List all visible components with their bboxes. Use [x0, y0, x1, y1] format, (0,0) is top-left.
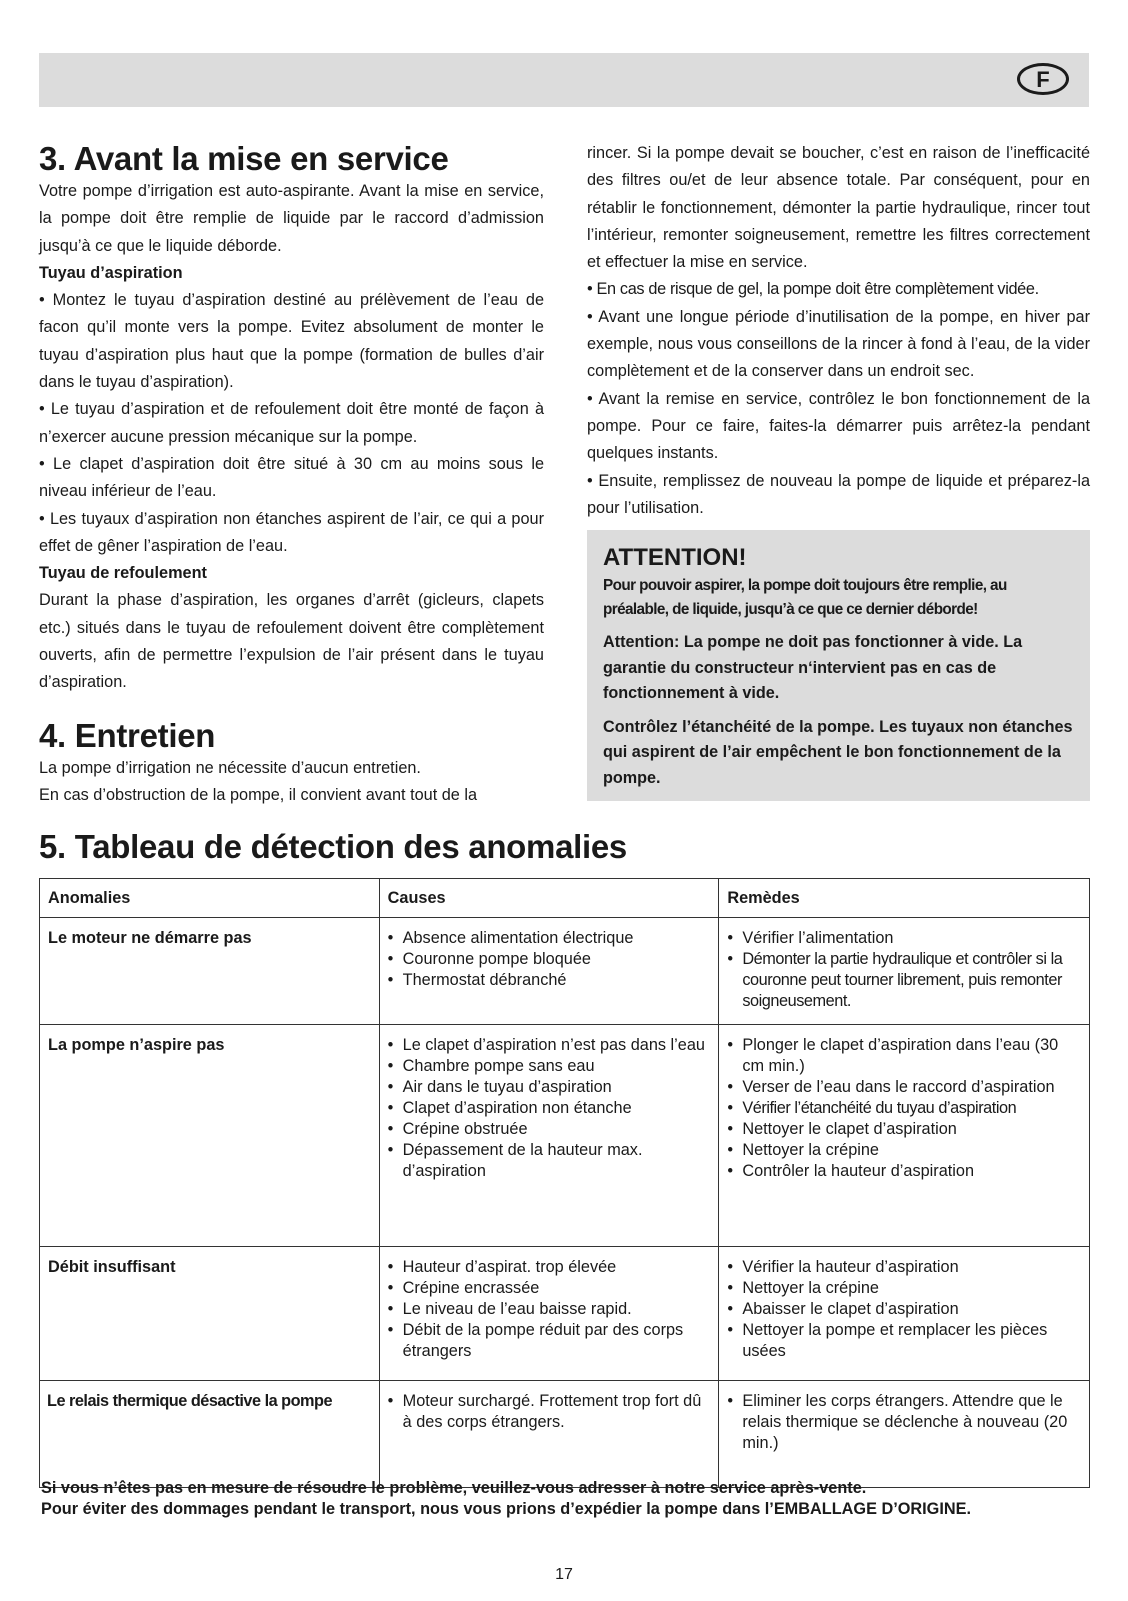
remedies-cell [719, 1247, 1090, 1381]
left-column [39, 140, 544, 809]
anomaly-cell: Débit insuffisant [40, 1247, 380, 1381]
anomaly-cell: Le relais thermique désactive la pompe [40, 1381, 380, 1488]
section-4-line: En cas d’obstruction de la pompe, il convient avant tout de la [39, 785, 478, 804]
remedy-item: • Plonger le clapet d’aspiration dans l’eau (30 cm min.) [727, 1035, 1081, 1077]
causes-cell [379, 1025, 719, 1247]
remedy-item: • Démonter la partie hydraulique et contrôler si la couronne peut tourner librement, puis remonter soigneusement. [727, 949, 1081, 1012]
cause-item: • Crépine encrassée [388, 1278, 711, 1299]
remedies-cell [719, 1381, 1090, 1488]
table-header-row [40, 879, 1090, 918]
remedy-item: • Nettoyer la crépine [727, 1140, 1081, 1161]
table-row [40, 1381, 1090, 1488]
section-4-line: La pompe d’irrigation ne nécessite d’aucun entretien. [39, 758, 421, 777]
page-number: 17 [555, 1566, 573, 1583]
table-row [40, 1025, 1090, 1247]
table-row [40, 918, 1090, 1025]
cause-item: • Le niveau de l’eau baisse rapid. [388, 1299, 711, 1320]
attention-line: Pour pouvoir aspirer, la pompe doit toujours être remplie, au préalable, de liquide, jusqu’à ce que ce dernier déborde! [603, 577, 1007, 619]
footer-note: Si vous n’êtes pas en mesure de résoudre le problème, veuillez-vous adresser à notre service après-vente. [41, 1479, 867, 1497]
section-4-continued: rincer. Si la pompe devait se boucher, c’est en raison de l’inefficacité des filtres ou/et de leur absence totale. Par conséquent, pour en rétablir le fonctionnement, démonter la partie hydraulique, rincer tout l’intérieur, remonter soigneusement, remettre les filtres correctement et effectuer la mise en service. [587, 144, 1090, 272]
right-column [587, 140, 1090, 801]
remedy-item: • Abaisser le clapet d’aspiration [727, 1299, 1081, 1320]
causes-cell [379, 1247, 719, 1381]
remedy-item: • Vérifier la hauteur d’aspiration [727, 1257, 1081, 1278]
discharge-heading: Tuyau de refoulement [39, 564, 207, 583]
suction-item: • Le clapet d’aspiration doit être situé à 30 cm au moins sous le niveau inférieur de l’eau. [39, 454, 544, 501]
maintenance-item: • Ensuite, remplissez de nouveau la pompe de liquide et préparez-la pour l’utilisation. [587, 471, 1090, 517]
cause-item: • Absence alimentation électrique [388, 928, 711, 949]
cause-item: • Dépassement de la hauteur max. d’aspiration [388, 1140, 711, 1182]
section-5-title: 5. Tableau de détection des anomalies [39, 828, 627, 865]
remedy-item: • Nettoyer la crépine [727, 1278, 1081, 1299]
anomaly-cell: La pompe n’aspire pas [40, 1025, 380, 1247]
table-row [40, 1247, 1090, 1381]
cause-item: • Le clapet d’aspiration n’est pas dans l’eau [388, 1035, 711, 1056]
cause-item: • Chambre pompe sans eau [388, 1056, 711, 1077]
causes-cell [379, 1381, 719, 1488]
suction-heading: Tuyau d’aspiration [39, 263, 183, 282]
causes-cell [379, 918, 719, 1025]
anomaly-cell: Le moteur ne démarre pas [40, 918, 380, 1025]
remedies-cell [719, 1025, 1090, 1247]
language-badge: F [1017, 63, 1069, 95]
remedy-item: • Contrôler la hauteur d’aspiration [727, 1161, 1081, 1182]
remedy-item: • Vérifier l’étanchéité du tuyau d’aspiration [727, 1098, 1081, 1119]
column-header: Anomalies [40, 879, 380, 918]
attention-box [587, 530, 1090, 801]
cause-item: • Thermostat débranché [388, 970, 711, 991]
remedy-item: • Nettoyer la pompe et remplacer les pièces usées [727, 1320, 1081, 1362]
discharge-text: Durant la phase d’aspiration, les organes d’arrêt (gicleurs, clapets etc.) situés dans le tuyau de refoulement doivent être complètement ouverts, afin de permettre l’expulsion de l’air présent dans le tuyau d’aspiration. [39, 591, 544, 692]
attention-line: Contrôlez l’étanchéité de la pompe. Les tuyaux non étanches qui aspirent de l’air empêchent le bon fonctionnement de la pompe. [603, 717, 1073, 787]
remedy-item: • Eliminer les corps étrangers. Attendre que le relais thermique se déclenche à nouveau (20 min.) [727, 1391, 1081, 1454]
suction-item: • Le tuyau d’aspiration et de refoulement doit être monté de façon à n’exercer aucune pression mécanique sur la pompe. [39, 400, 544, 446]
maintenance-item: • En cas de risque de gel, la pompe doit être complètement vidée. [587, 280, 1039, 299]
suction-item: • Les tuyaux d’aspiration non étanches aspirent de l’air, ce qui a pour effet de gêner l’aspiration de l’eau. [39, 509, 544, 555]
remedy-item: • Verser de l’eau dans le raccord d’aspiration [727, 1077, 1081, 1098]
header-bar [39, 53, 1089, 107]
cause-item: • Clapet d’aspiration non étanche [388, 1098, 711, 1119]
cause-item: • Débit de la pompe réduit par des corps étrangers [388, 1320, 711, 1362]
cause-item: • Couronne pompe bloquée [388, 949, 711, 970]
maintenance-item: • Avant la remise en service, contrôlez le bon fonctionnement de la pompe. Pour ce faire, faites-la démarrer puis arrêtez-la pendant quelques instants. [587, 389, 1090, 463]
remedy-item: • Nettoyer le clapet d’aspiration [727, 1119, 1081, 1140]
column-header: Remèdes [719, 879, 1090, 918]
remedy-item: • Vérifier l’alimentation [727, 928, 1081, 949]
section-3-intro: Votre pompe d’irrigation est auto-aspirante. Avant la mise en service, la pompe doit être remplie de liquide par le raccord d’admission jusqu’à ce que le liquide déborde. [39, 182, 544, 255]
column-header: Causes [379, 879, 719, 918]
suction-item: • Montez le tuyau d’aspiration destiné au prélèvement de l’eau de facon qu’il monte vers la pompe. Evitez absolument de monter le tuyau d’aspiration plus haut que la pompe (formation de bulles d’air dans le tuyau d’aspiration). [39, 291, 544, 392]
maintenance-item: • Avant une longue période d’inutilisation de la pompe, en hiver par exemple, nous vous conseillons de la rincer à fond à l’eau, de la vider complètement et de la conserver dans un endroit sec. [587, 307, 1090, 381]
cause-item: • Hauteur d’aspirat. trop élevée [388, 1257, 711, 1278]
cause-item: • Moteur surchargé. Frottement trop fort dû à des corps étrangers. [388, 1391, 711, 1433]
troubleshooting-table [39, 878, 1090, 1488]
section-3-title: 3. Avant la mise en service [39, 140, 449, 177]
cause-item: • Air dans le tuyau d’aspiration [388, 1077, 711, 1098]
section-4-title: 4. Entretien [39, 716, 216, 754]
attention-line: Attention: La pompe ne doit pas fonctionner à vide. La garantie du constructeur n‘intervient pas en cas de fonctionnement à vide. [603, 633, 1023, 703]
remedies-cell [719, 918, 1090, 1025]
footer-note: Pour éviter des dommages pendant le transport, nous vous prions d’expédier la pompe dans l’EMBALLAGE D’ORIGINE. [41, 1500, 972, 1518]
cause-item: • Crépine obstruée [388, 1119, 711, 1140]
attention-title: ATTENTION! [603, 544, 747, 572]
